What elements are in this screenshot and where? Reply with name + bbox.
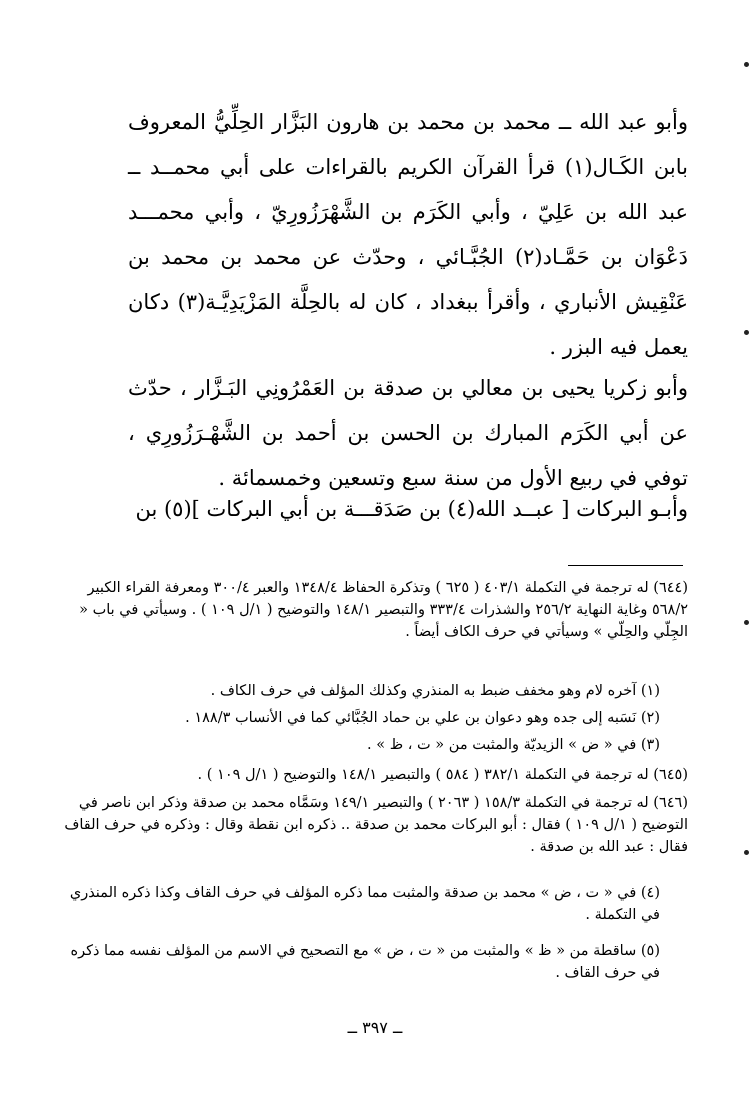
entry-644-text: وأبو عبد الله ــ محمد بن محمد بن هارون البَزَّار الحِلِّيُّ المعروف بابن الكَـال(١) قرأ القرآن الكريم بالقراءات على أبي محمــد ــ عبد الله بن عَلِيّ ، وأبي الكَرَم بن الشَّهْرَزُورِيّ ، وأبي محمـــد دَعْوَان بن حَمَّـاد(٢) الجُبَّـائي ، وحدّث عن محمد بن محمد بن عَنْقِيش الأنباري ، وأقرأ ببغداد ، كان له بالحِلَّة المَزْيَدِيَّـة(٣) دكان يعمل فيه البزر . xyxy=(128,110,688,359)
entry-645-text: وأبو زكريا يحيى بن معالي بن صدقة بن العَمْرُونِي البَـزَّار ، حدّث عن أبي الكَرَم المبارك بن الحسن بن أحمد بن الشَّهْـرَزُورِي ، توفي في ربيع الأول من سنة سبع وتسعين وخمسمائة . xyxy=(128,376,689,490)
footnote-5: (٥) ساقطة من « ظ » والمثبت من « ت ، ض » مع التصحيح في الاسم من المؤلف نفسه مما ذكره في حرف القاف . xyxy=(70,943,660,981)
footnote-645: (٦٤٥) له ترجمة في التكملة ٣٨٢/١ ( ٥٨٤ ) والتبصير ١٤٨/١ والتوضيح ( ١/ل ١٠٩ ) . xyxy=(197,767,688,783)
footnote-4: (٤) في « ت ، ض » محمد بن صدقة والمثبت مما ذكره المؤلف في حرف القاف وكذا ذكره المنذري في التكملة . xyxy=(69,885,660,923)
scan-mark xyxy=(744,62,749,67)
footnote-separator xyxy=(568,565,683,566)
page-number: ــ ٣٩٧ ــ xyxy=(347,1018,403,1037)
entry-646-text: وأبـو البركات [ عبــد الله(٤) بن صَدَقـــة بن أبي البركات ](٥) بن xyxy=(135,497,688,521)
footnote-3: (٣) في « ض » الزيديّة والمثبت من « ت ، ظ » . xyxy=(367,737,660,753)
scan-mark xyxy=(744,620,749,625)
entry-644 xyxy=(128,100,688,370)
entry-645 xyxy=(128,366,688,501)
scan-mark xyxy=(744,850,749,855)
footnote-2: (٢) نَسَبه إلى جده وهو دعوان بن علي بن حماد الجُبَّائي كما في الأنساب ١٨٨/٣ . xyxy=(185,710,660,726)
footnote-646: (٦٤٦) له ترجمة في التكملة ١٥٨/٣ ( ٢٠٦٣ ) والتبصير ١٤٩/١ وسَمَّاه محمد بن صدقة وذكر ابن ناصر في التوضيح ( ١/ل ١٠٩ ) فقال : أبو البركات محمد بن صدقة .. ذكره ابن نقطة وقال : وذكره في حرف القاف فقال : عبد الله بن صدقة . xyxy=(64,795,688,855)
scan-mark xyxy=(744,330,749,335)
entry-646 xyxy=(128,487,688,532)
footnote-1: (١) آخره لام وهو مخفف ضبط به المنذري وكذلك المؤلف في حرف الكاف . xyxy=(210,683,660,699)
footnote-644: (٦٤٤) له ترجمة في التكملة ٤٠٣/١ ( ٦٢٥ ) وتذكرة الحفاظ ١٣٤٨/٤ والعبر ٣٠٠/٤ ومعرفة القراء الكبير ٥٦٨/٢ وغاية النهاية ٢٥٦/٢ والشذرات ٣٣٣/٤ والتبصير ١٤٨/١ والتوضيح ( ١/ل ١٠٩ ) . وسيأتي في باب « الجِلّي والحِلّي » وسيأتي في حرف الكاف أيضاً . xyxy=(79,580,688,640)
